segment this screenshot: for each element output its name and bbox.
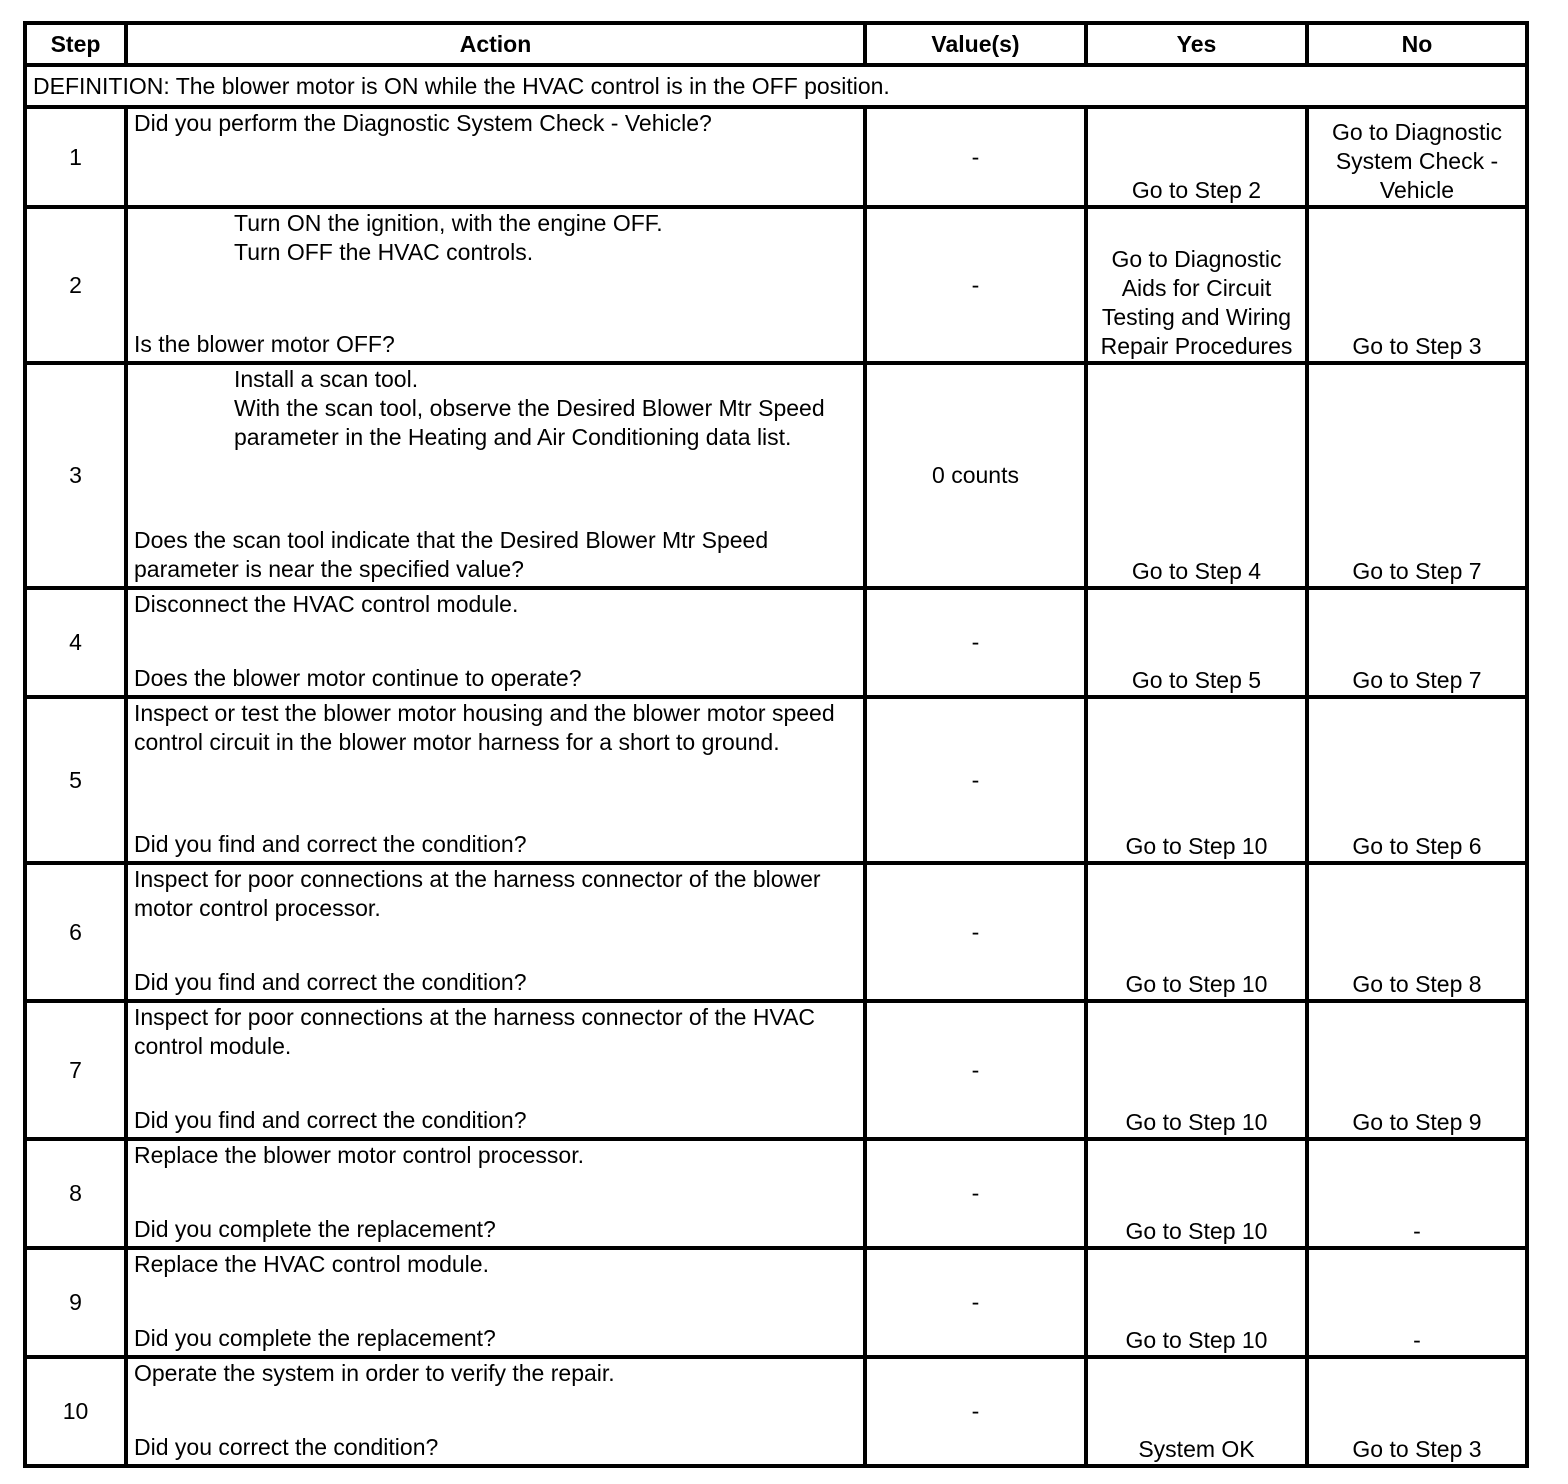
step-number: 3 bbox=[25, 363, 126, 588]
step-number: 2 bbox=[25, 207, 126, 363]
instruction-list bbox=[134, 365, 857, 452]
step-number: 6 bbox=[25, 863, 126, 1001]
action-text: Replace the blower motor control processor. bbox=[134, 1142, 584, 1168]
instruction-item: Turn ON the ignition, with the engine OFF. bbox=[234, 210, 663, 236]
yes-cell: Go to Step 10 bbox=[1086, 1139, 1307, 1248]
no-cell: - bbox=[1307, 1248, 1527, 1357]
value-cell: - bbox=[865, 1357, 1086, 1466]
step-number: 9 bbox=[25, 1248, 126, 1357]
action-question: Did you correct the condition? bbox=[134, 1434, 439, 1460]
action-cell bbox=[126, 697, 865, 863]
step-number: 7 bbox=[25, 1001, 126, 1139]
action-text: Disconnect the HVAC control module. bbox=[134, 591, 519, 617]
action-text: Inspect or test the blower motor housing and the blower motor speed control circuit in the blower motor harness for a short to ground. bbox=[134, 700, 835, 755]
table-row bbox=[25, 1248, 1527, 1357]
action-question: Did you find and correct the condition? bbox=[134, 969, 527, 995]
no-cell: Go to Step 3 bbox=[1307, 1357, 1527, 1466]
yes-cell: Go to Step 5 bbox=[1086, 588, 1307, 697]
table-row bbox=[25, 1139, 1527, 1248]
table-row bbox=[25, 107, 1527, 207]
header-yes: Yes bbox=[1086, 23, 1307, 65]
table-row bbox=[25, 207, 1527, 363]
step-number: 5 bbox=[25, 697, 126, 863]
value-cell: - bbox=[865, 1139, 1086, 1248]
action-question: Did you find and correct the condition? bbox=[134, 831, 527, 857]
action-question: Did you complete the replacement? bbox=[134, 1325, 496, 1351]
no-cell: Go to Step 3 bbox=[1307, 207, 1527, 363]
yes-cell: Go to Step 10 bbox=[1086, 697, 1307, 863]
value-cell: 0 counts bbox=[865, 363, 1086, 588]
yes-cell: Go to Step 10 bbox=[1086, 1248, 1307, 1357]
yes-cell: Go to Diagnostic Aids for Circuit Testing and Wiring Repair Procedures bbox=[1086, 207, 1307, 363]
value-cell: - bbox=[865, 1248, 1086, 1357]
no-cell: Go to Step 6 bbox=[1307, 697, 1527, 863]
yes-cell: System OK bbox=[1086, 1357, 1307, 1466]
action-question: Does the blower motor continue to operate? bbox=[134, 665, 582, 691]
instruction-list bbox=[134, 209, 857, 267]
yes-cell: Go to Step 2 bbox=[1086, 107, 1307, 207]
definition-row bbox=[25, 65, 1527, 107]
action-question: Did you perform the Diagnostic System Check - Vehicle? bbox=[134, 110, 712, 136]
table-row bbox=[25, 588, 1527, 697]
no-cell: Go to Step 7 bbox=[1307, 588, 1527, 697]
action-cell bbox=[126, 363, 865, 588]
header-values: Value(s) bbox=[865, 23, 1086, 65]
action-question: Did you complete the replacement? bbox=[134, 1216, 496, 1242]
action-cell bbox=[126, 863, 865, 1001]
header-no: No bbox=[1307, 23, 1527, 65]
action-question: Is the blower motor OFF? bbox=[134, 331, 395, 357]
action-question: Does the scan tool indicate that the Desired Blower Mtr Speed parameter is near the specified value? bbox=[134, 527, 769, 582]
action-text: Replace the HVAC control module. bbox=[134, 1251, 489, 1277]
table-row bbox=[25, 363, 1527, 588]
action-cell bbox=[126, 1001, 865, 1139]
action-text: Operate the system in order to verify the repair. bbox=[134, 1360, 615, 1386]
value-cell: - bbox=[865, 863, 1086, 1001]
table-row bbox=[25, 1357, 1527, 1466]
no-cell: Go to Step 7 bbox=[1307, 363, 1527, 588]
action-text: Inspect for poor connections at the harness connector of the HVAC control module. bbox=[134, 1004, 816, 1059]
table-row bbox=[25, 1001, 1527, 1139]
value-cell: - bbox=[865, 697, 1086, 863]
step-number: 1 bbox=[25, 107, 126, 207]
table-row bbox=[25, 697, 1527, 863]
no-cell: Go to Diagnostic System Check - Vehicle bbox=[1307, 107, 1527, 207]
yes-cell: Go to Step 10 bbox=[1086, 863, 1307, 1001]
value-cell: - bbox=[865, 107, 1086, 207]
table-row bbox=[25, 863, 1527, 1001]
yes-cell: Go to Step 4 bbox=[1086, 363, 1307, 588]
action-cell bbox=[126, 207, 865, 363]
instruction-item: Install a scan tool. bbox=[234, 366, 419, 392]
no-cell: - bbox=[1307, 1139, 1527, 1248]
instruction-item: With the scan tool, observe the Desired Blower Mtr Speed parameter in the Heating and Air Conditioning data list. bbox=[234, 395, 825, 450]
definition-text: DEFINITION: The blower motor is ON while the HVAC control is in the OFF position. bbox=[25, 65, 1527, 107]
value-cell: - bbox=[865, 1001, 1086, 1139]
header-row bbox=[25, 23, 1527, 65]
action-cell bbox=[126, 107, 865, 207]
no-cell: Go to Step 8 bbox=[1307, 863, 1527, 1001]
value-cell: - bbox=[865, 588, 1086, 697]
action-cell bbox=[126, 1139, 865, 1248]
diagnostic-table bbox=[23, 21, 1529, 1468]
value-cell: - bbox=[865, 207, 1086, 363]
step-number: 8 bbox=[25, 1139, 126, 1248]
action-question: Did you find and correct the condition? bbox=[134, 1107, 527, 1133]
no-cell: Go to Step 9 bbox=[1307, 1001, 1527, 1139]
action-cell bbox=[126, 588, 865, 697]
step-number: 4 bbox=[25, 588, 126, 697]
instruction-item: Turn OFF the HVAC controls. bbox=[234, 239, 534, 265]
step-number: 10 bbox=[25, 1357, 126, 1466]
header-action: Action bbox=[126, 23, 865, 65]
action-text: Inspect for poor connections at the harness connector of the blower motor control processor. bbox=[134, 866, 821, 921]
action-cell bbox=[126, 1248, 865, 1357]
action-cell bbox=[126, 1357, 865, 1466]
yes-cell: Go to Step 10 bbox=[1086, 1001, 1307, 1139]
header-step: Step bbox=[25, 23, 126, 65]
